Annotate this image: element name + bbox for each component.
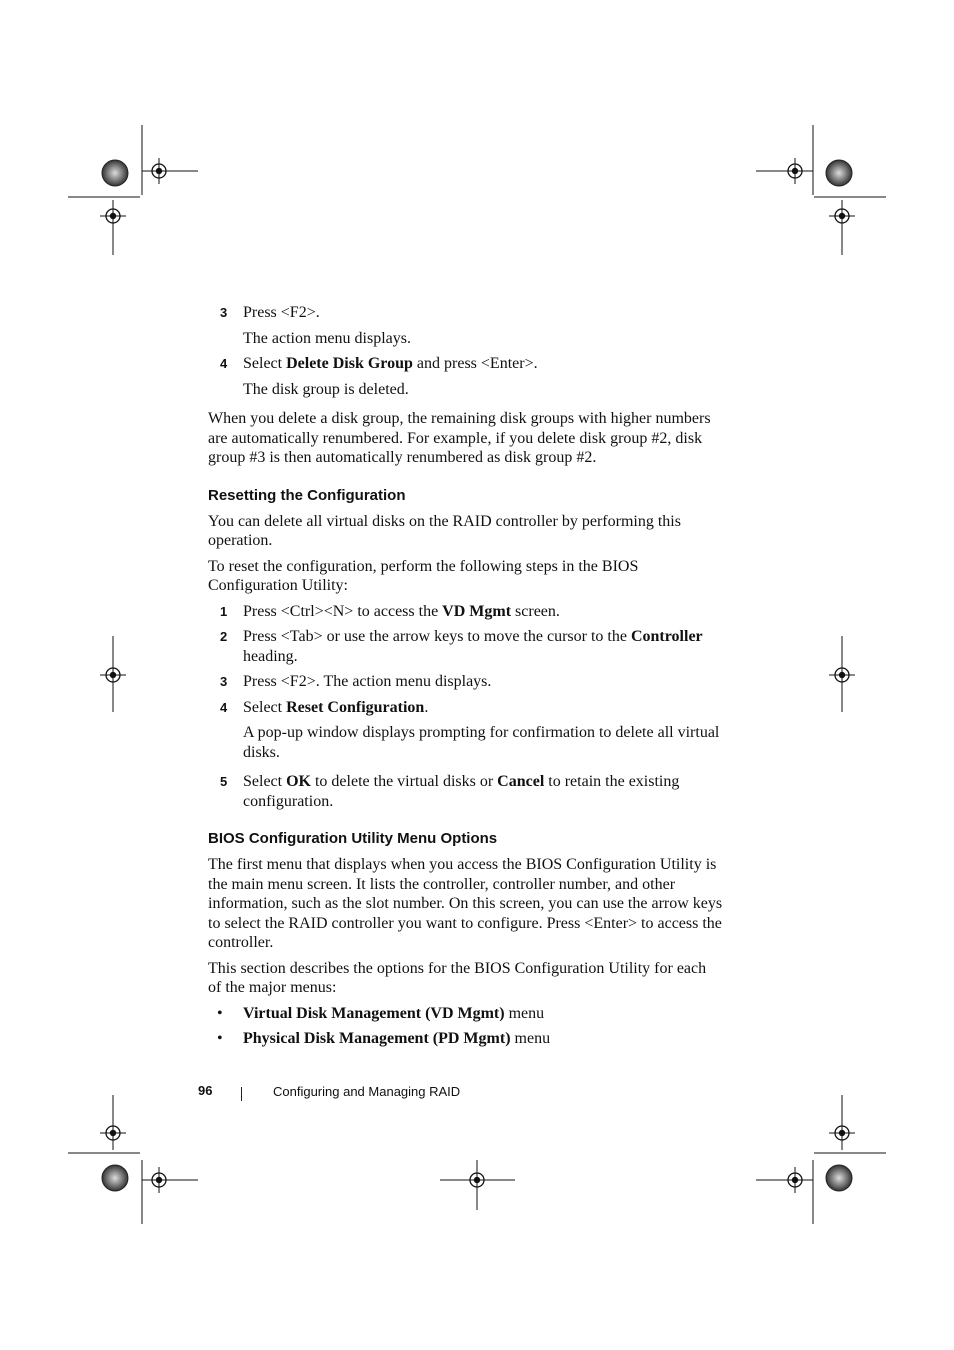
step-result: A pop-up window displays prompting for confirmation to delete all virtual disks.	[243, 724, 720, 761]
color-rosette-icon	[826, 1165, 852, 1191]
step-text-post: heading.	[243, 647, 298, 665]
step-text-bold: OK	[286, 773, 311, 790]
bullet-item	[208, 1029, 723, 1049]
step-text: Press <F2>. The action menu displays.	[243, 673, 492, 690]
step-text-pre: Select	[243, 698, 287, 716]
color-rosette-icon	[102, 1165, 128, 1191]
bullet-text-bold: Virtual Disk Management (VD Mgmt)	[243, 1004, 505, 1022]
footer-divider	[241, 1087, 242, 1101]
step-text-post: to retain the existing configuration.	[243, 773, 680, 810]
section-heading-bios: BIOS Configuration Utility Menu Options	[208, 830, 498, 847]
reset-step-5	[208, 772, 723, 811]
reset-step-4	[208, 698, 723, 718]
reset-paragraph-1: You can delete all virtual disks on the RAID controller by performing this operation.	[208, 512, 681, 549]
step-delete-disk-group	[208, 354, 723, 374]
chapter-title: Configuring and Managing RAID	[273, 1084, 461, 1099]
step-number: 3	[220, 674, 228, 689]
step-text-pre: Select	[243, 773, 287, 790]
step-number: 4	[220, 356, 228, 371]
step-press-f2	[208, 303, 723, 323]
step-number: 1	[220, 603, 228, 619]
step-result: The disk group is deleted.	[243, 380, 409, 398]
bullet-icon: •	[217, 1004, 223, 1022]
page-number: 96	[198, 1083, 213, 1098]
bullet-item	[208, 1004, 723, 1024]
step-text-post: and press <Enter>.	[412, 355, 538, 372]
bullet-text-post: menu	[510, 1030, 551, 1047]
bios-paragraph-1: The first menu that displays when you access the BIOS Configuration Utility is the main menu screen. It lists the controller, controller number, and other information, such as the slot number. On this screen, you can use the arrow keys to select the RAID controller you want to configure. Press <Enter> to access the controller.	[208, 856, 723, 951]
bullet-icon: •	[217, 1030, 223, 1047]
reset-paragraph-2: To reset the configuration, perform the following steps in the BIOS Configuration Utility:	[208, 557, 639, 594]
section-heading-reset: Resetting the Configuration	[208, 486, 406, 504]
step-text-post: screen.	[511, 602, 560, 620]
step-text-bold: Reset Configuration	[286, 698, 425, 716]
step-text-post: .	[424, 698, 429, 716]
step-text-bold-2: Cancel	[497, 773, 545, 790]
reset-step-1	[208, 602, 723, 622]
step-number: 3	[220, 305, 228, 320]
step-result: The action menu displays.	[243, 329, 411, 347]
step-number: 2	[220, 629, 228, 644]
color-rosette-icon	[102, 160, 128, 186]
step-text-pre: Press <Tab> or use the arrow keys to move the cursor to the	[243, 628, 631, 645]
renumber-paragraph: When you delete a disk group, the remaining disk groups with higher numbers are automatically renumbered. For example, if you delete disk group #2, disk group #3 is then automatically renumbered as disk group #2.	[208, 410, 711, 466]
step-text: Press <F2>.	[243, 304, 320, 321]
bios-paragraph-2: This section describes the options for the BIOS Configuration Utility for each of the major menus:	[208, 959, 707, 996]
step-text-bold: VD Mgmt	[442, 602, 512, 620]
color-rosette-icon	[826, 160, 852, 186]
step-text-pre: Press <Ctrl><N> to access the	[243, 602, 443, 620]
reset-step-2	[208, 627, 723, 666]
step-number: 4	[220, 699, 228, 715]
bullet-text-bold: Physical Disk Management (PD Mgmt)	[243, 1030, 511, 1047]
step-text-pre: Select	[243, 355, 287, 372]
reset-step-3	[208, 672, 723, 692]
step-number: 5	[220, 774, 228, 789]
step-text-mid: to delete the virtual disks or	[310, 773, 498, 790]
step-text-bold: Controller	[630, 628, 703, 645]
step-text-bold: Delete Disk Group	[286, 355, 413, 372]
page-body	[208, 303, 723, 1055]
bullet-text-post: menu	[504, 1004, 545, 1022]
